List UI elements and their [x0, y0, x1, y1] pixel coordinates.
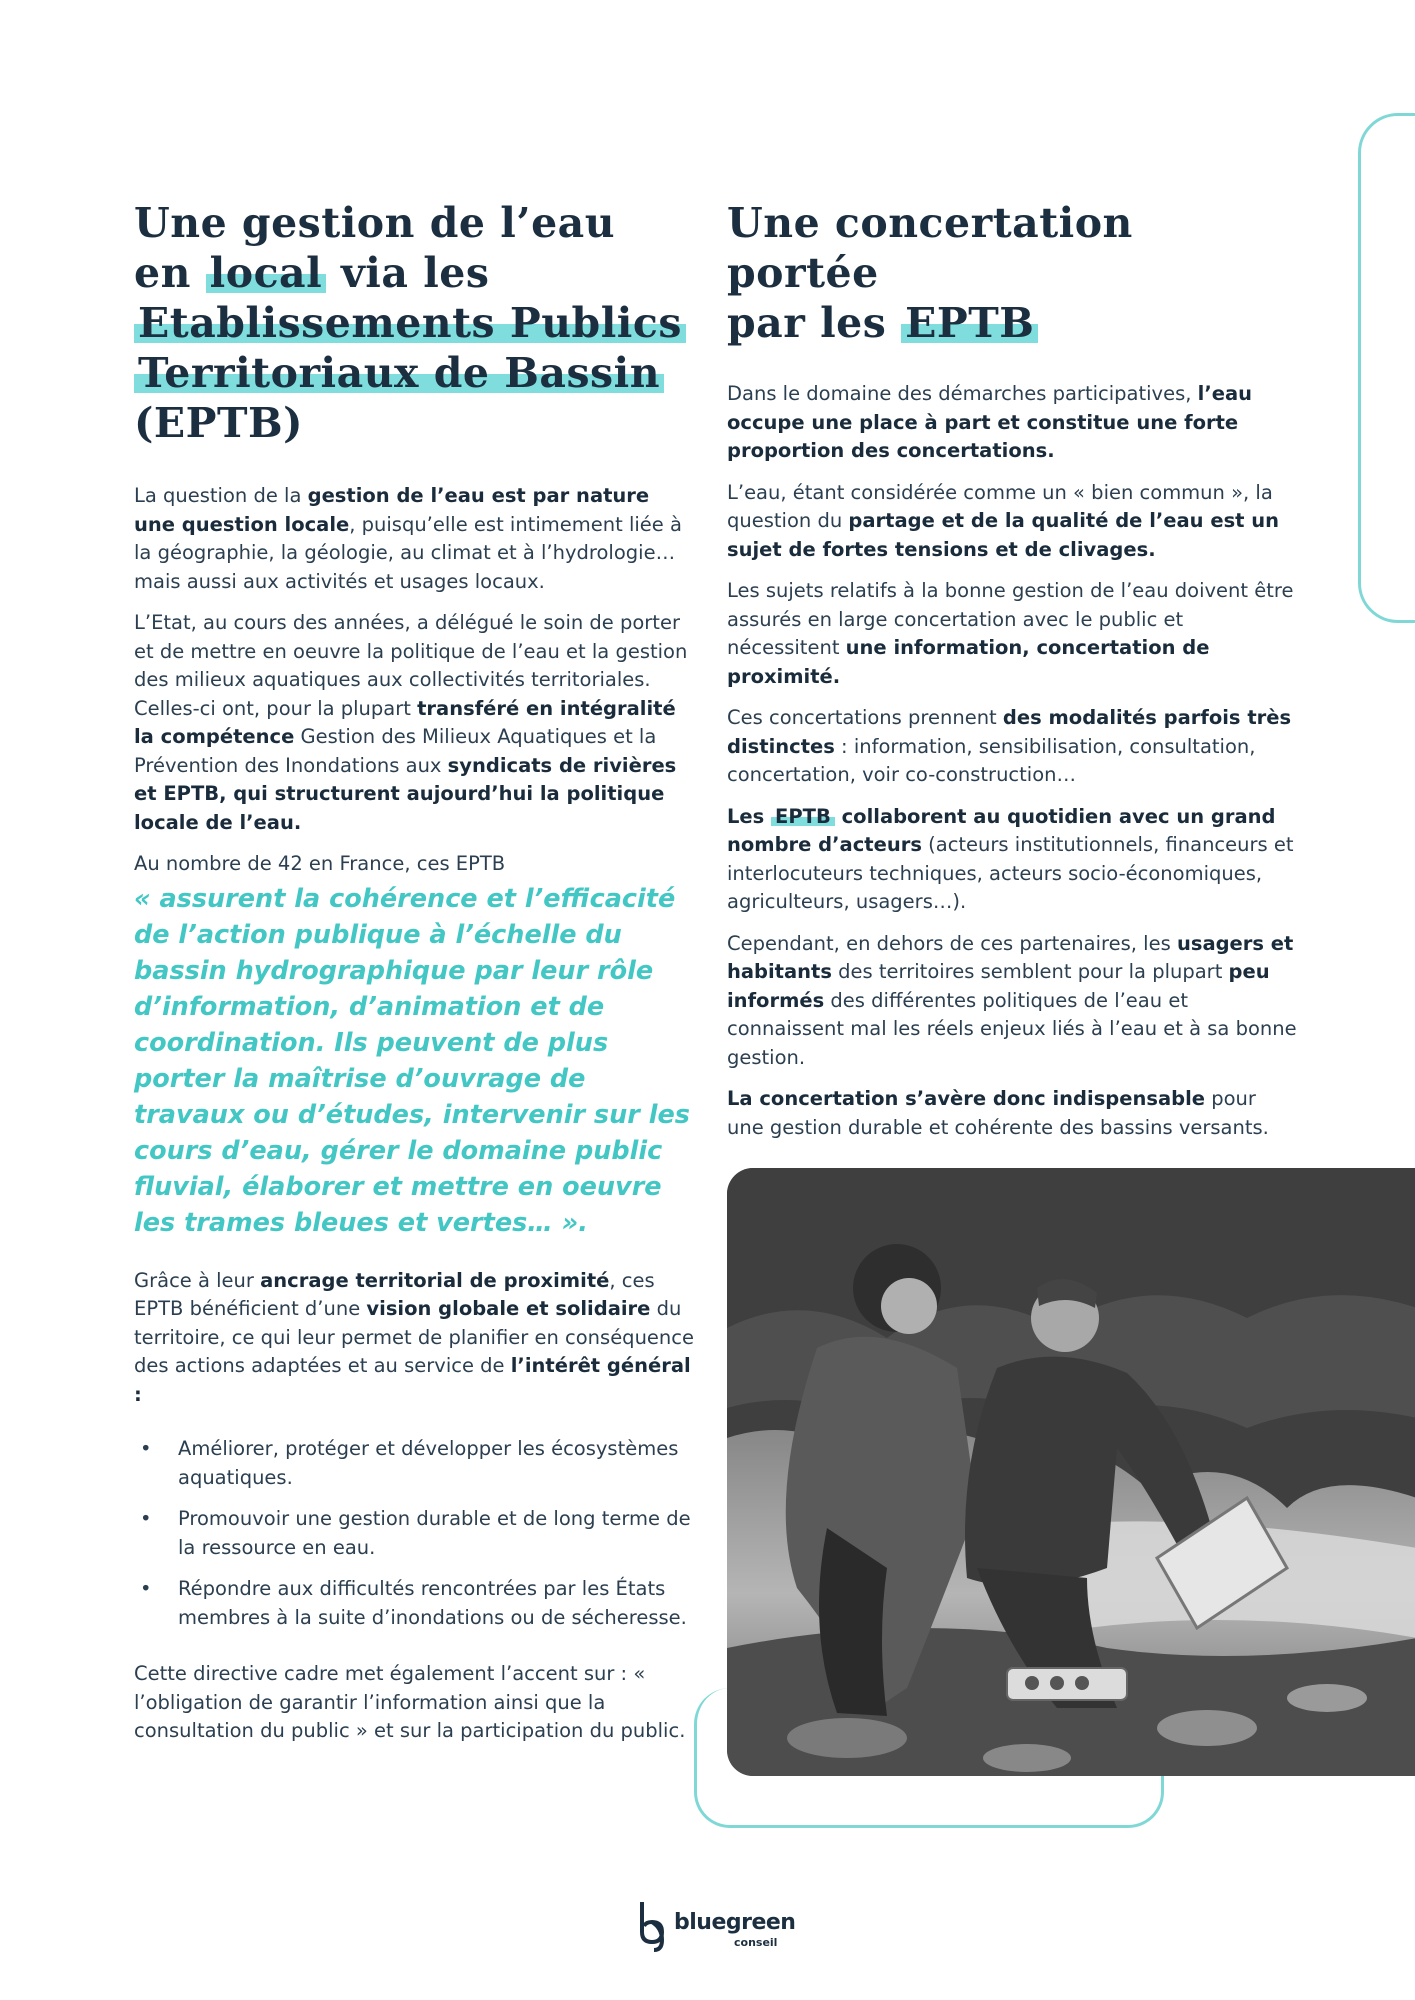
right-title	[727, 198, 1297, 348]
text-bold: partage et de la qualité de l’eau est un sujet de fortes tensions et de clivages.	[727, 509, 1280, 561]
title-line: en	[134, 249, 206, 297]
right-paragraph-6	[727, 930, 1297, 1073]
logo-mark-icon	[636, 1900, 670, 1952]
pull-quote: « assurent la cohérence et l’efficacité de l’action publique à l’échelle du bassin hydrographique par leur rôle d’information, d’animation et de coordination. Ils peuvent de plus porter la maîtrise d’ouvrage de travaux ou d’études, intervenir sur les cours d’eau, gérer le domaine public fluvial, élaborer et mettre en oeuvre les trames bleues et vertes… ».	[134, 883, 690, 1238]
title-line: Une gestion de l’eau	[134, 199, 616, 247]
text: L’Etat, au cours des années, a délégué le soin de porter et de mettre en oeuvre la politique de l’eau et la gestion des milieux aquatiques aux collectivités territoriales. Celles-ci ont, pour la plupart	[134, 611, 688, 720]
title-line: via les	[326, 249, 490, 297]
bullet-item	[134, 1575, 694, 1632]
text: : information, sensibilisation, consultation, concertation, voir co-construction…	[727, 734, 1256, 786]
text-bold: des modalités parfois très distinctes	[727, 706, 1292, 758]
photo-illustration	[727, 1168, 1415, 1776]
text-bold: usagers et habitants	[727, 931, 1294, 983]
bullet-text: Répondre aux difficultés rencontrées par les États membres à la suite d’inondations ou de sécheresse.	[178, 1577, 687, 1629]
text-bold: Les	[727, 804, 772, 828]
text: Gestion des Milieux Aquatiques et la Prévention des Inondations aux	[134, 725, 657, 777]
logo-brand-text: bluegreen	[674, 1910, 796, 1935]
bullet-item	[134, 1435, 694, 1492]
title-line: par les	[727, 299, 902, 347]
title-line: (EPTB)	[134, 399, 304, 447]
left-paragraph-1	[134, 482, 694, 596]
bullet-text: Promouvoir une gestion durable et de long terme de la ressource en eau.	[178, 1507, 691, 1559]
text: pour une gestion durable et cohérente des bassins versants.	[727, 1087, 1269, 1139]
text: des territoires semblent pour la plupart	[831, 960, 1229, 983]
text-highlight: EPTB	[771, 805, 835, 828]
bullet-list	[134, 1435, 694, 1632]
text: des différentes politiques de l’eau et connaissent mal les réels enjeux liés à l’eau et à sa bonne gestion.	[727, 988, 1297, 1069]
right-paragraph-3	[727, 577, 1297, 691]
right-paragraph-7	[727, 1085, 1297, 1142]
left-paragraph-4	[134, 1267, 694, 1410]
text-bold: une information, concertation de proximité.	[727, 636, 1210, 688]
left-paragraph-5: Cette directive cadre met également l’accent sur : « l’obligation de garantir l’information ainsi que la consultation du public » et sur la participation du public.	[134, 1662, 686, 1742]
text: du territoire, ce qui leur permet de planifier en conséquence des actions adaptées et au service de	[134, 1297, 694, 1377]
text-bold: collaborent au quotidien avec un grand nombre d’acteurs	[727, 804, 1276, 856]
bullet-icon: •	[140, 1437, 152, 1460]
text: , puisqu’elle est intimement liée à la géographie, la géologie, au climat et à l’hydrologie… mais aussi aux activités et usages locaux.	[134, 512, 682, 593]
text: , ces EPTB bénéficient d’une	[134, 1268, 655, 1320]
title-highlight: EPTB	[901, 299, 1038, 347]
logo-sub-text: conseil	[734, 1936, 778, 1949]
left-column	[134, 198, 694, 1759]
text-bold: peu informés	[727, 960, 1270, 1012]
text-bold: l’intérêt général :	[134, 1354, 691, 1406]
text-bold: gestion de l’eau est par nature une question locale	[134, 484, 650, 536]
title-line: Une concertation portée	[727, 199, 1133, 297]
bullet-text: Améliorer, protéger et développer les écosystèmes aquatiques.	[178, 1437, 679, 1489]
decorative-frame-top	[1358, 113, 1415, 623]
left-paragraph-3: Au nombre de 42 en France, ces EPTB	[134, 852, 506, 875]
text: Cependant, en dehors de ces partenaires, les	[727, 931, 1177, 955]
left-paragraph-2	[134, 609, 694, 837]
right-column	[727, 198, 1297, 1155]
right-paragraph-5	[727, 803, 1297, 917]
bluegreen-logo	[636, 1900, 796, 1956]
text: L’eau, étant considérée comme un « bien commun », la question du	[727, 480, 1273, 532]
text: (acteurs institutionnels, financeurs et interlocuteurs techniques, acteurs socio-économiques, agriculteurs, usagers…).	[727, 833, 1294, 913]
bullet-item	[134, 1505, 694, 1562]
text: Les sujets relatifs à la bonne gestion de l’eau doivent être assurés en large concertation avec le public et nécessitent	[727, 579, 1294, 659]
right-paragraph-2	[727, 479, 1297, 565]
text: Grâce à leur	[134, 1268, 261, 1292]
text: Dans le domaine des démarches participatives,	[727, 382, 1198, 405]
text-bold: ancrage territorial de proximité	[260, 1268, 610, 1292]
text-bold: vision globale et solidaire	[366, 1297, 651, 1320]
right-paragraph-4	[727, 704, 1297, 790]
title-highlight: Etablissements Publics	[134, 299, 686, 347]
text: La question de la	[134, 484, 308, 507]
left-title	[134, 198, 694, 448]
bullet-icon: •	[140, 1507, 152, 1530]
text-bold: transféré en intégralité la compétence	[134, 696, 676, 748]
bullet-icon: •	[140, 1577, 152, 1600]
river-fieldwork-photo	[727, 1168, 1415, 1776]
title-highlight: Territoriaux de Bassin	[134, 349, 664, 397]
title-highlight: local	[206, 249, 327, 297]
text-bold: l’eau occupe une place à part et constitue une forte proportion des concertations.	[727, 382, 1252, 462]
text-bold: La concertation s’avère donc indispensable	[727, 1087, 1206, 1110]
right-paragraph-1	[727, 380, 1297, 466]
text: Ces concertations prennent	[727, 706, 1003, 729]
text-bold: syndicats de rivières et EPTB, qui structurent aujourd’hui la politique locale de l’eau.	[134, 753, 677, 834]
